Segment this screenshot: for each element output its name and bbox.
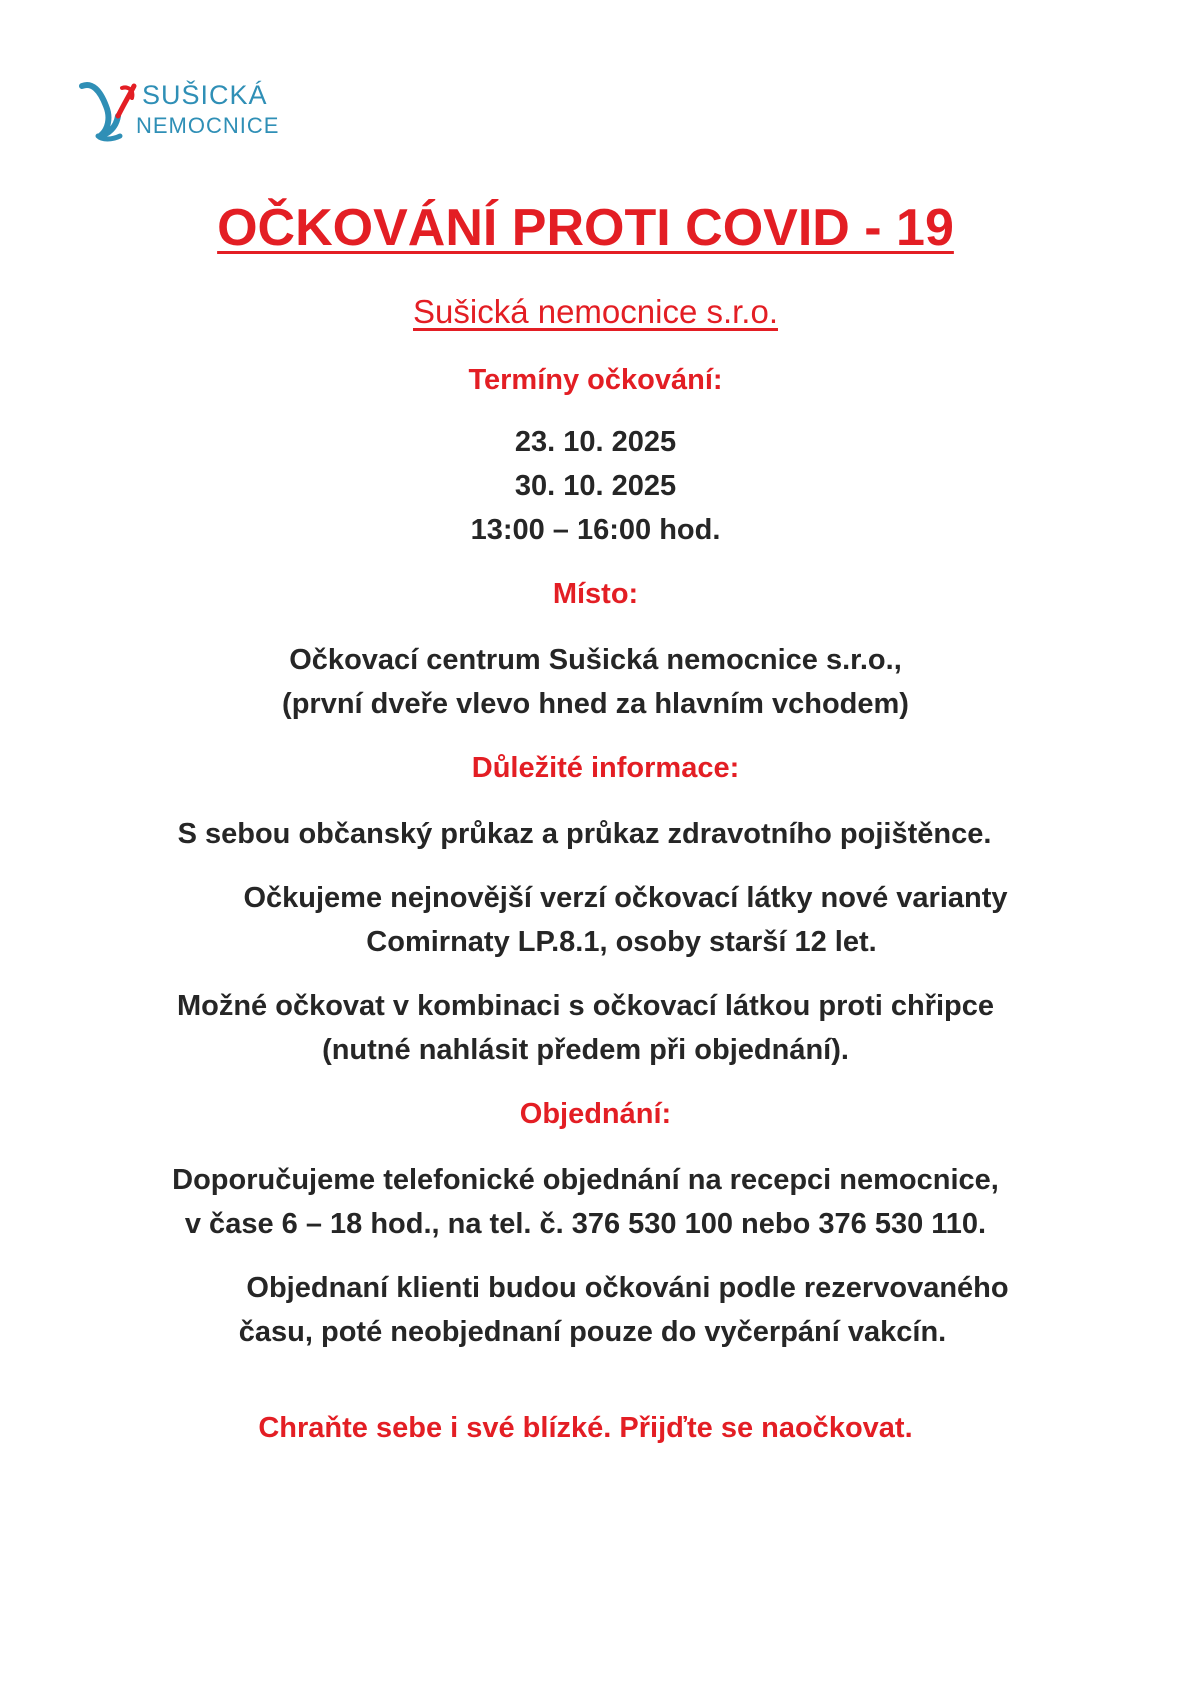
company-name: Sušická nemocnice s.r.o. (413, 293, 778, 330)
booking-heading: Objednání: (519, 1098, 672, 1130)
info-combo-line-2: (nutné nahlásit předem při objednání). (322, 1034, 849, 1066)
logo-mark-icon (78, 80, 140, 142)
logo-line-1: SUŠICKÁ (142, 80, 268, 110)
hours: 13:00 – 16:00 hod. (470, 514, 721, 546)
info-documents: S sebou občanský průkaz a průkaz zdravotního pojištěnce. (177, 818, 992, 850)
page-title: OČKOVÁNÍ PROTI COVID - 19 (217, 199, 954, 257)
info-vaccine-line-2: Comirnaty LP.8.1, osoby starší 12 let. (366, 926, 877, 958)
logo-text (136, 80, 280, 138)
date-2: 30. 10. 2025 (514, 470, 677, 502)
info-heading: Důležité informace: (471, 752, 740, 784)
place-line-1: Očkovací centrum Sušická nemocnice s.r.o., (289, 644, 902, 676)
logo-line-2: NEMOCNICE (136, 113, 280, 138)
info-vaccine-line-1: Očkujeme nejnovější verzí očkovací látky nové varianty (243, 882, 1008, 914)
place-heading: Místo: (552, 578, 639, 610)
booking-phone-line-2: v čase 6 – 18 hod., na tel. č. 376 530 100 nebo 376 530 110. (184, 1208, 987, 1240)
booking-order-line-2: času, poté neobjednaní pouze do vyčerpání vakcín. (238, 1316, 947, 1348)
terms-heading: Termíny očkování: (468, 364, 723, 396)
info-combo-line-1: Možné očkovat v kombinaci s očkovací látkou proti chřipce (176, 990, 995, 1022)
booking-phone-line-1: Doporučujeme telefonické objednání na recepci nemocnice, (172, 1164, 999, 1196)
place-line-2: (první dveře vlevo hned za hlavním vchodem) (282, 688, 909, 720)
booking-order-line-1: Objednaní klienti budou očkováni podle rezervovaného (246, 1272, 1009, 1304)
date-1: 23. 10. 2025 (514, 426, 677, 458)
slogan: Chraňte sebe i své blízké. Přijďte se naočkovat. (258, 1412, 913, 1444)
hospital-logo (78, 76, 318, 148)
